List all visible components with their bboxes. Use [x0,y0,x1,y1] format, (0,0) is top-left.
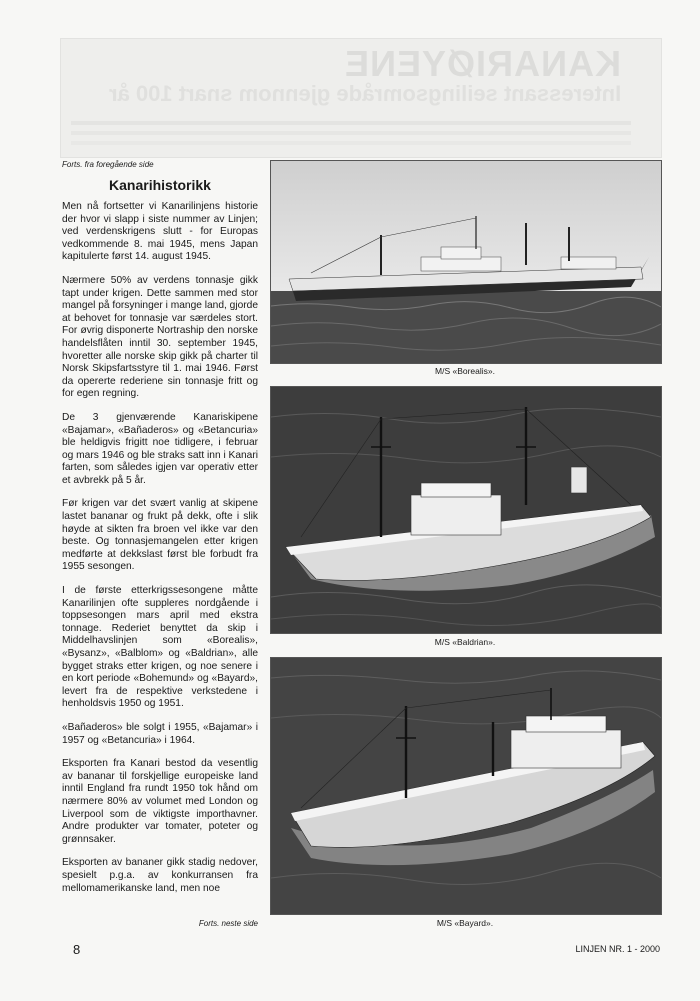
article-paragraph: I de første etterkrigssesongene måtte Kanarilinjen ofte suppleres nordgående i toppsesongen mars april med ekstra tonnage. Rederiet benyttet da skip i Middelhavslinjen som «Borealis», «Bysanz», «Balblom» og «Baldrian», alle bygget straks etter krigen, og noe senere i en kort periode «Bohemund» og «Bayard», levert fra de respektive verkstedene i henholdsvis 1950 og 1951. [62,585,258,710]
journal-issue: LINJEN NR. 1 - 2000 [575,944,660,954]
article-paragraph: Men nå fortsetter vi Kanarilinjens historie der hvor vi slapp i siste nummer av Linjen; ved verdenskrigens slutt - for Europas vedkommende 8. mai 1945, mens Japan kapitulerte først 14. august 1945. [62,201,258,263]
ship-photo-bayard [270,657,662,915]
article-paragraph: Nærmere 50% av verdens tonnasje gikk tapt under krigen. Dette sammen med stor mangel på forsyninger i mange land, gjorde at behovet for tonnasje var særdeles stort. For øvrig disponerte Nortraship den norske handelsflåten inntil 30. september 1945, hvoretter alle norske skip gikk på charter til Norsk Skipsfartsstyre til 1. mai 1946. Først da opererte rederiene sin tonnasje fritt og for egen regning. [62,274,258,400]
ship-photo-borealis [270,160,662,364]
article-paragraph: «Bañaderos» ble solgt i 1955, «Bajamar» i 1957 og «Betancuria» i 1964. [62,721,258,746]
photo-caption: M/S «Baldrian». [434,637,496,647]
article-paragraph: Eksporten fra Kanari bestod da vesentlig av bananar til forskjellige europeiske land inntil England fra rundt 1950 tok hånd om nærmere 80% av volumet med London og Liverpool som de viktigste importhavner. Andre produkter var tomater, poteter og grønnsaker. [62,758,258,845]
page-number: 8 [73,942,81,957]
article-title: Kanarihistorikk [109,177,211,193]
article-paragraph: De 3 gjenværende Kanariskipene «Bajamar», «Bañaderos» og «Betancuria» ble heldigvis frigitt noe tidligere, i februar og mars 1946 og ble straks satt inn i Kanari farten, som således igjen var operativ etter et avbrekk på 5 år. [62,411,258,486]
article-paragraph: Før krigen var det svært vanlig at skipene lastet bananar og frukt på dekk, ofte i slik høyde at sikten fra broen vel ikke var den beste. Og tonnasjemangelen etter krigen medførte at dekkslast først ble forbudt fra 1955 sesongen. [62,498,258,573]
bleed-title: KANARIØYENE [343,43,621,84]
previous-page-bleed [60,38,662,158]
bleed-subtitle: Interessant seilingsområde gjennom snart 100 år [108,81,621,106]
article-paragraph: Eksporten av bananer gikk stadig nedover, spesielt p.g.a. av konkurransen fra mellomamerikanske land, men noe [62,857,258,894]
article-column [62,160,258,928]
photo-caption: M/S «Borealis». [435,366,495,376]
continued-from-note: Forts. fra foregående side [62,160,154,169]
continued-next-note: Forts. neste side [198,919,258,928]
ship-photo-baldrian [270,386,662,634]
photo-caption: M/S «Bayard». [436,918,494,928]
